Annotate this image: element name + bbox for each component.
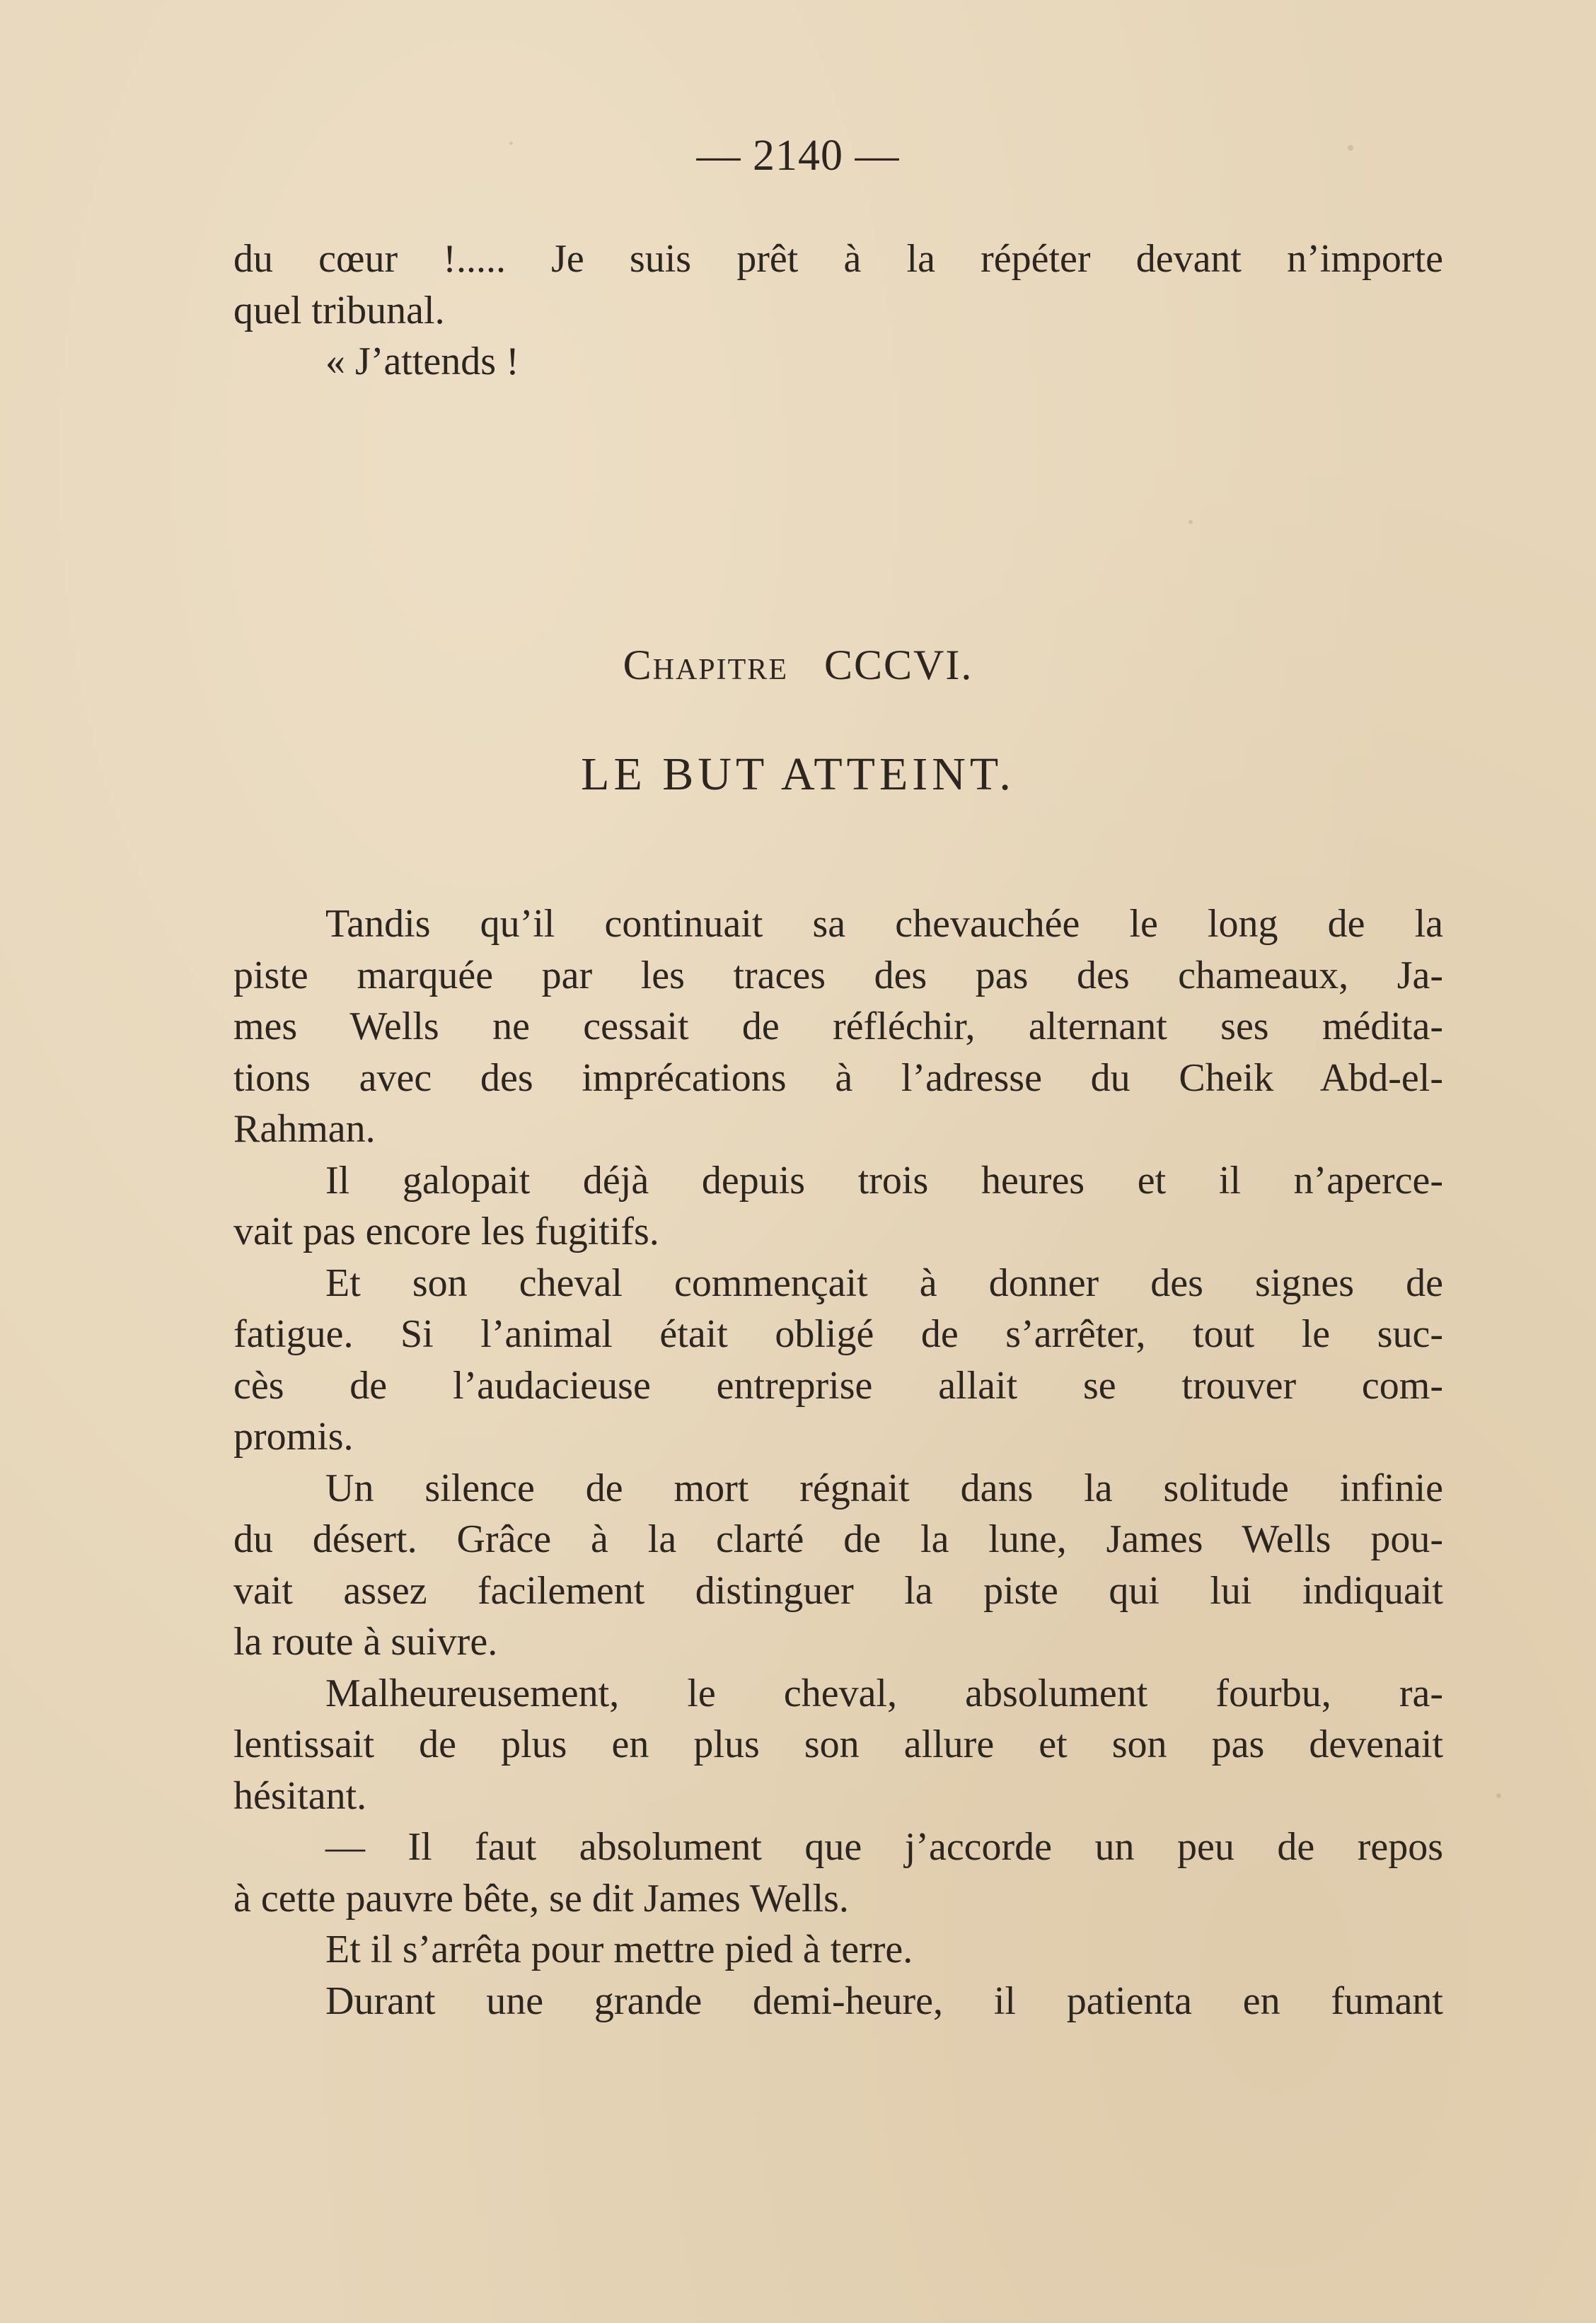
chapter-number: CCCVI.: [823, 642, 973, 688]
body-text-line: Rahman.: [233, 1107, 376, 1151]
paper-speck: [1496, 1793, 1501, 1798]
body-text-line: Malheureusement, le cheval, absolument fourbu, ra-: [325, 1671, 1443, 1715]
body-text-line: Il galopait déjà depuis trois heures et il n’aperce-: [325, 1158, 1443, 1203]
body-text-line: Durant une grande demi-heure, il patienta en fumant: [325, 1979, 1443, 2023]
body-text-line: Tandis qu’il continuait sa chevauchée le long de la: [325, 902, 1443, 946]
body-text-line: la route à suivre.: [233, 1620, 498, 1664]
body-text-line: vait assez facilement distinguer la piste qui lui indiquait: [233, 1568, 1443, 1613]
body-text-line: tions avec des imprécations à l’adresse du Cheik Abd-el-: [233, 1055, 1443, 1100]
paper-speck: [1189, 520, 1193, 524]
body-text-line: mes Wells ne cessait de réfléchir, alternant ses médita-: [233, 1004, 1443, 1048]
body-text-line: promis.: [233, 1415, 354, 1459]
page-number: — 2140 —: [696, 132, 900, 180]
body-text-line: fatigue. Si l’animal était obligé de s’arrêter, tout le suc-: [233, 1312, 1443, 1356]
chapter-heading: [0, 637, 1596, 693]
paper-speck: [1348, 145, 1353, 151]
chapter-label: Chapitre: [623, 642, 788, 688]
body-text-line: lentissait de plus en plus son allure et son pas devenait: [233, 1722, 1443, 1766]
chapter-title: LE BUT ATTEINT.: [581, 748, 1015, 800]
body-text-line: hésitant.: [233, 1773, 367, 1818]
body-text-line: piste marquée par les traces des pas des chameaux, Ja-: [233, 953, 1443, 997]
paper-speck: [509, 141, 513, 145]
body-text-line: vait pas encore les fugitifs.: [233, 1210, 659, 1253]
body-text-line: — Il faut absolument que j’accorde un peu de repos: [325, 1825, 1443, 1869]
continued-text-line: du cœur !..... Je suis prêt à la répéter devant n’importe: [233, 237, 1443, 281]
body-text-line: à cette pauvre bête, se dit James Wells.: [233, 1876, 849, 1921]
continued-text-line: « J’attends !: [325, 340, 519, 383]
body-text-line: du désert. Grâce à la clarté de la lune, James Wells pou-: [233, 1517, 1443, 1561]
body-text-line: Et son cheval commençait à donner des signes de: [325, 1261, 1443, 1305]
continued-text: [233, 233, 1443, 388]
body-text-line: cès de l’audacieuse entreprise allait se trouver com-: [233, 1363, 1443, 1408]
body-text-line: Et il s’arrêta pour mettre pied à terre.: [325, 1928, 913, 1971]
chapter-body-text: [233, 898, 1443, 2027]
body-text-line: Un silence de mort régnait dans la solitude infinie: [325, 1466, 1443, 1510]
continued-text-line: quel tribunal.: [233, 288, 445, 332]
